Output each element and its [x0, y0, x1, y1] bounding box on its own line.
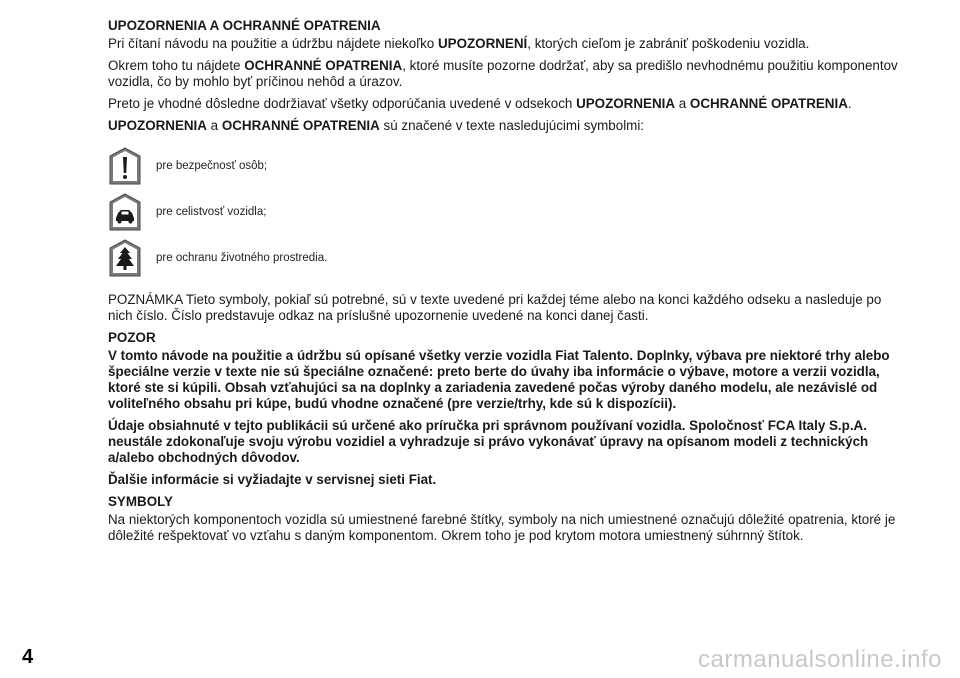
pozor-title: POZOR: [108, 330, 156, 345]
symboly-title: SYMBOLY: [108, 494, 173, 509]
intro-paragraph-2: Okrem toho tu nájdete OCHRANNÉ OPATRENIA, ktoré musíte pozorne dodržať, aby sa predišlo nevhodnému použitiu komponentov vozidla, čo by mohlo byť príčinou nehôd a úrazov.: [108, 58, 898, 89]
symbol-row-environment: [108, 236, 908, 280]
page-content: [108, 18, 908, 550]
symbol-label-vehicle: pre celistvosť vozidla;: [156, 206, 267, 218]
intro-paragraph-1: Pri čítaní návodu na použitie a údržbu nájdete niekoľko UPOZORNENÍ, ktorých cieľom je zabrániť poškodeniu vozidla.: [108, 36, 810, 51]
section-title: UPOZORNENIA A OCHRANNÉ OPATRENIA: [108, 18, 381, 33]
symbol-label-safety: pre bezpečnosť osôb;: [156, 160, 268, 172]
pozor-paragraph-1: V tomto návode na použitie a údržbu sú opísané všetky verzie vozidla Fiat Talento. Doplnky, výbava pre niektoré trhy alebo špeciálne verzie v texte nie sú špeciálne označené: preto berte do úvahy iba informácie o výbave, motore a verzii vozidla, ktoré ste si kúpili. Obsah vzťahujúci sa na doplnky a zariadenia zavedené počas výroby daného modelu, ale nezávislé od voliteľného obsahu pri kúpe, budú vhodne označené (pre verzie/trhy, kde sú k dispozícii).: [108, 348, 890, 411]
intro-paragraph-4: UPOZORNENIA a OCHRANNÉ OPATRENIA sú značené v texte nasledujúcimi symbolmi:: [108, 118, 645, 133]
symbol-row-vehicle: [108, 190, 908, 234]
tree-warning-icon: [108, 238, 142, 278]
symbol-label-environment: pre ochranu životného prostredia.: [156, 252, 328, 264]
symboly-paragraph: Na niektorých komponentoch vozidla sú umiestnené farebné štítky, symboly na nich umiestnené označujú dôležité opatrenia, ktoré je dôležité rešpektovať vo vzťahu s daným komponentom. Okrem toho je pod krytom motora umiestnený súhrnný štítok.: [108, 512, 896, 543]
symbol-row-safety: [108, 144, 908, 188]
pozor-paragraph-2: Údaje obsiahnuté v tejto publikácii sú určené ako príručka pri správnom používaní vozidla. Spoločnosť FCA Italy S.p.A. neustále zdokonaľuje svoju výrobu vozidiel a vyhradzuje si právo vykonávať úpravy na opísanom modeli z technických a/alebo obchodných dôvodov.: [108, 418, 869, 465]
intro-paragraph-3: Preto je vhodné dôsledne dodržiavať všetky odporúčania uvedené v odsekoch UPOZORNENIA a OCHRANNÉ OPATRENIA.: [108, 96, 852, 111]
exclamation-warning-icon: [108, 146, 142, 186]
page-number: 4: [22, 646, 34, 668]
note-paragraph: POZNÁMKA Tieto symboly, pokiaľ sú potrebné, sú v texte uvedené pri každej téme alebo na konci každého odseku a nasleduje po nich číslo. Číslo predstavuje odkaz na príslušné upozornenie uvedené na konci danej časti.: [108, 292, 882, 323]
symbol-legend: [108, 144, 908, 280]
car-warning-icon: [108, 192, 142, 232]
pozor-paragraph-3: Ďalšie informácie si vyžiadajte v servisnej sieti Fiat.: [108, 472, 437, 487]
watermark: carmanualsonline.info: [698, 646, 942, 673]
